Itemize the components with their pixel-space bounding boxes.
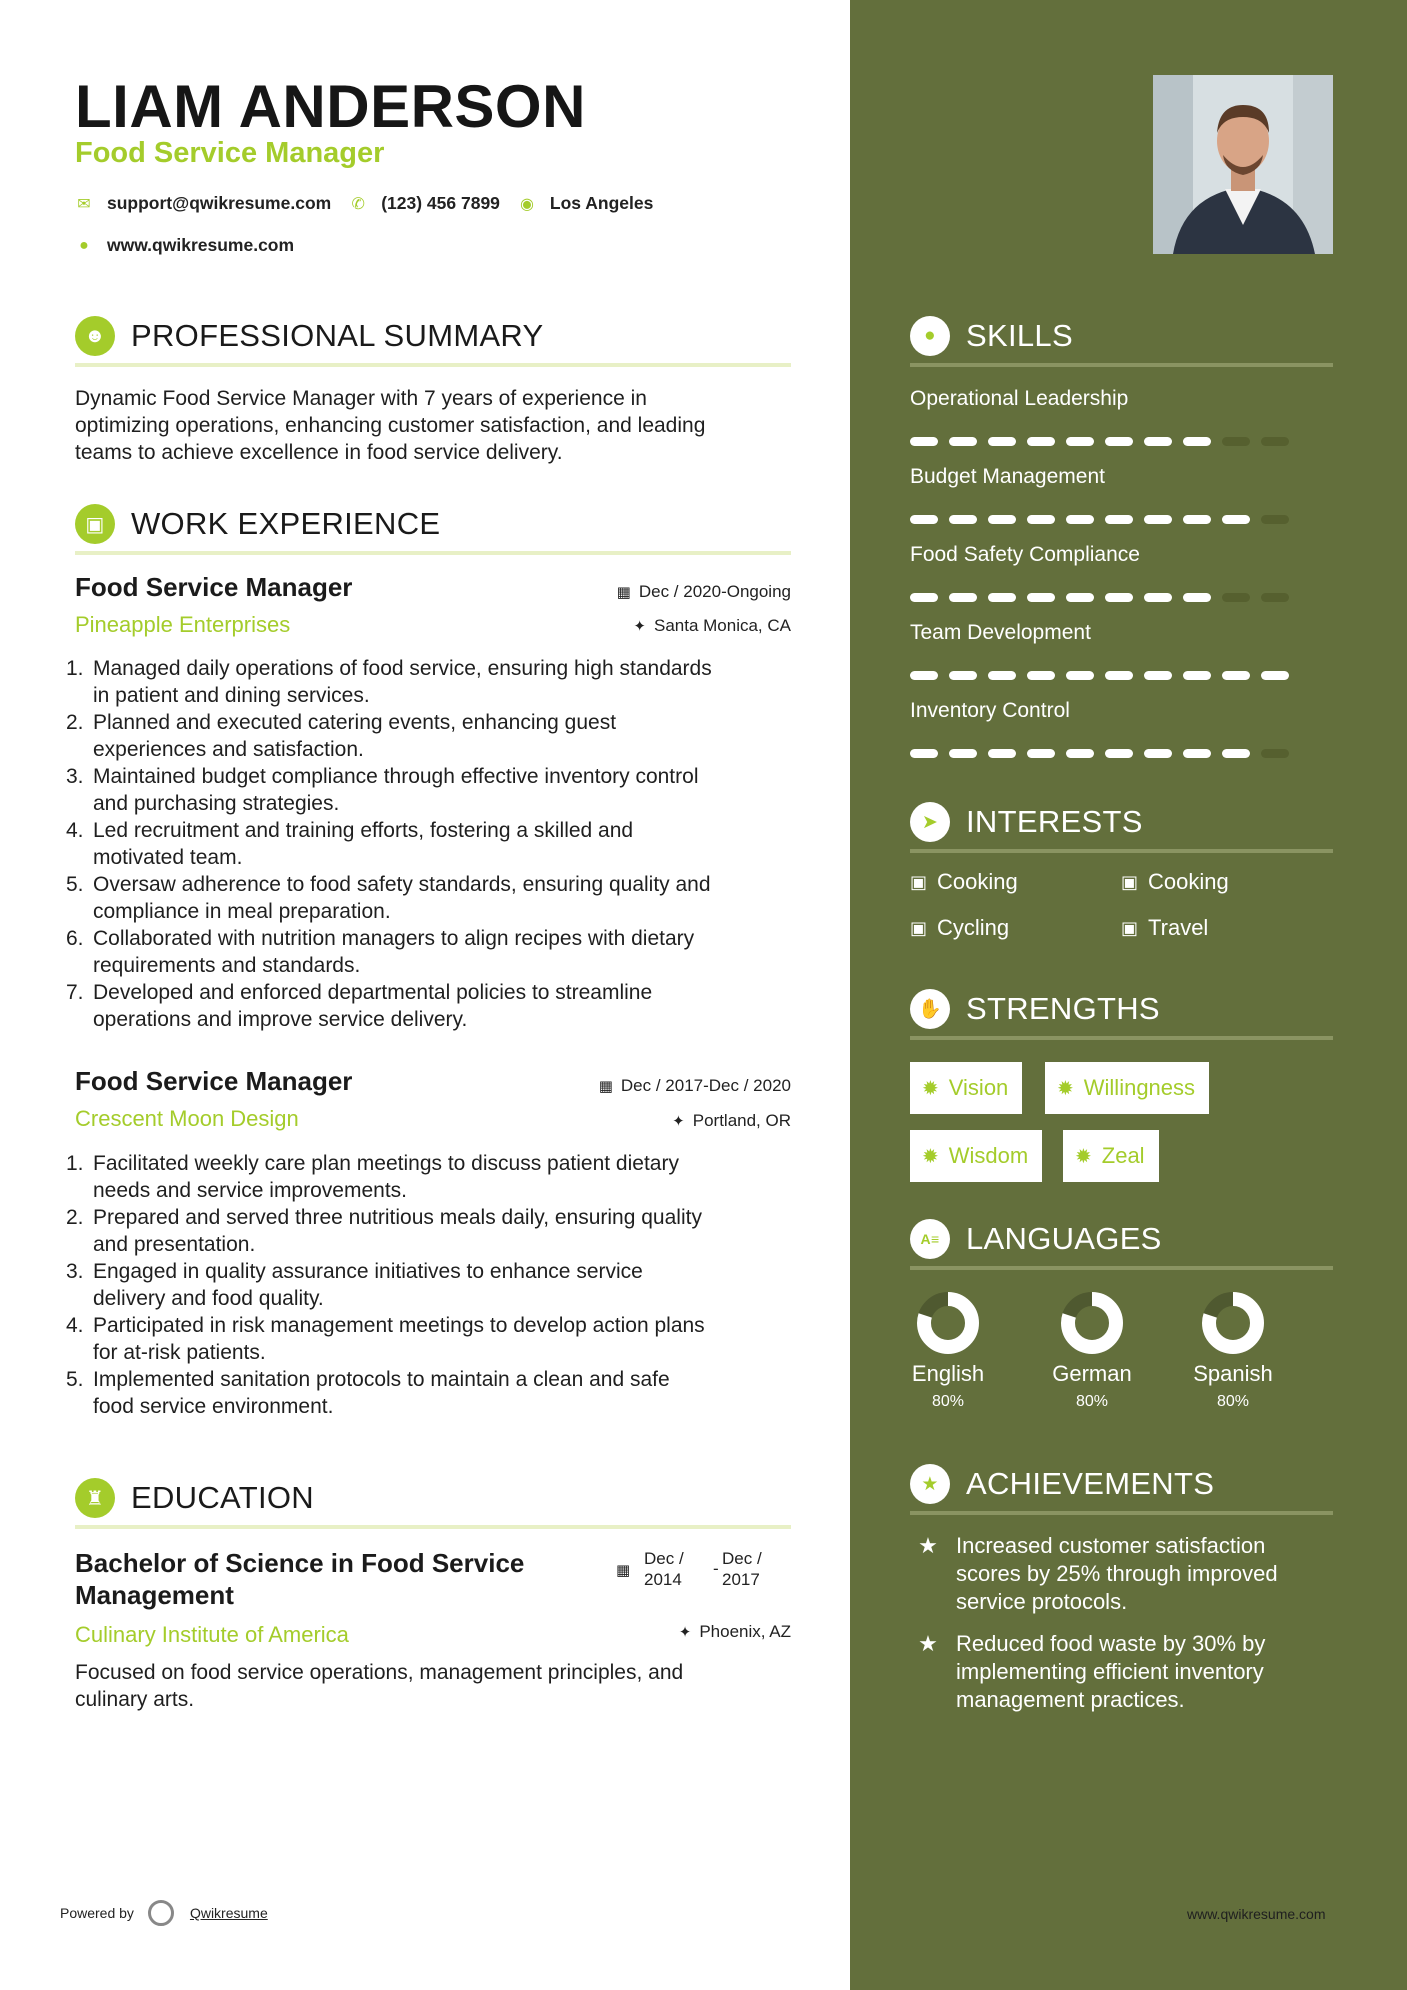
achievements-heading [910, 1464, 1214, 1504]
badge-icon: ✹ [1075, 1145, 1092, 1168]
language-icon: A≡ [910, 1219, 950, 1259]
badge-icon: ✹ [1057, 1077, 1074, 1100]
duty-line: Engaged in quality assurance initiatives to enhance service [93, 1260, 643, 1283]
duty-number: 4. [66, 819, 84, 842]
duty-item [66, 1204, 806, 1258]
experience-divider [75, 551, 791, 555]
powered-by [60, 1900, 268, 1926]
achievement-line: Reduced food waste by 30% by [956, 1631, 1266, 1656]
skill-dash [988, 593, 1016, 602]
interest-item [910, 915, 1009, 941]
badge-icon: ✹ [922, 1145, 939, 1168]
map-pin-icon: ◉ [519, 195, 534, 213]
skill-dash [988, 671, 1016, 680]
duty-line: Implemented sanitation protocols to maintain a clean and safe [93, 1368, 670, 1391]
skill-dash [1144, 437, 1172, 446]
skill-dash [1222, 593, 1250, 602]
duty-line: Collaborated with nutrition managers to align recipes with dietary [93, 927, 695, 950]
duty-number: 6. [66, 927, 84, 950]
duty-item [66, 655, 806, 709]
achievement-item [910, 1630, 1330, 1714]
calendar-icon: ▦ [616, 584, 631, 601]
strength-label: Vision [948, 1075, 1009, 1100]
edu-end-date [722, 1548, 762, 1590]
skill-dash [910, 437, 938, 446]
edu-date-line: 2017 [722, 1570, 760, 1589]
interest-label: Cooking [1148, 869, 1229, 894]
duty-item [66, 763, 806, 817]
skill-dash [988, 749, 1016, 758]
skill-name: Team Development [910, 621, 1091, 644]
skill-dash [910, 671, 938, 680]
language-donut [1200, 1290, 1266, 1356]
job-duties [66, 1150, 806, 1420]
skill-name: Operational Leadership [910, 387, 1129, 410]
skill-rating [910, 749, 1289, 758]
skill-dash [1066, 515, 1094, 524]
duty-line: experiences and satisfaction. [93, 738, 364, 761]
skill-dash [1261, 437, 1289, 446]
language-percent: 80% [1075, 1393, 1109, 1410]
calendar-icon: ▦ [616, 1562, 631, 1579]
skills-heading [910, 316, 1073, 356]
skill-dash [1261, 749, 1289, 758]
skill-dash [949, 437, 977, 446]
user-icon: ☻ [75, 316, 115, 356]
skill-dash [910, 749, 938, 758]
duty-item [66, 1150, 806, 1204]
achievements-divider [910, 1511, 1333, 1515]
lightbulb-icon: ● [910, 316, 950, 356]
languages-heading [910, 1219, 1162, 1259]
skill-dash [1222, 671, 1250, 680]
strengths-heading [910, 989, 1160, 1029]
language-donut [1059, 1290, 1125, 1356]
languages-title: LANGUAGES [966, 1221, 1162, 1256]
degree-line: Management [75, 1580, 234, 1610]
star-icon: ★ [918, 1533, 938, 1558]
skill-dash [1027, 749, 1055, 758]
job-duties [66, 655, 806, 1033]
duty-item [66, 871, 806, 925]
skill-dash [910, 593, 938, 602]
candidate-name: LIAM ANDERSON [75, 73, 586, 140]
summary-divider [75, 363, 791, 367]
skill-dash [949, 515, 977, 524]
duty-line: for at-risk patients. [93, 1341, 266, 1364]
duty-item [66, 817, 806, 871]
duty-line: motivated team. [93, 846, 243, 869]
job-date [599, 1076, 791, 1096]
skill-dash [1027, 593, 1055, 602]
graduation-icon: ♜ [75, 1478, 115, 1518]
language-donut [915, 1290, 981, 1356]
edu-desc-line: culinary arts. [75, 1688, 195, 1711]
duty-item [66, 1312, 806, 1366]
duty-line: in patient and dining services. [93, 684, 370, 707]
strengths-divider [910, 1036, 1333, 1040]
contact-location: Los Angeles [549, 193, 654, 213]
achievement-line: Increased customer satisfaction [956, 1533, 1266, 1558]
duty-line: operations and improve service delivery. [93, 1008, 468, 1031]
duty-line: compliance in meal preparation. [93, 900, 391, 923]
skill-name: Inventory Control [910, 699, 1070, 722]
edu-school: Culinary Institute of America [75, 1622, 349, 1647]
duty-number: 3. [66, 765, 84, 788]
summary-line: Dynamic Food Service Manager with 7 years of experience in [75, 387, 647, 410]
paper-plane-icon: ➤ [910, 802, 950, 842]
brand-link[interactable]: Qwikresume [189, 1905, 268, 1921]
skill-dash [1183, 749, 1211, 758]
skill-dash [988, 515, 1016, 524]
duty-number: 1. [66, 1152, 84, 1175]
duty-line: Participated in risk management meetings to develop action plans [93, 1314, 705, 1337]
interest-item [1121, 915, 1208, 941]
language-percent: 80% [931, 1393, 965, 1410]
language-name: Spanish [1193, 1361, 1273, 1386]
summary-text [75, 385, 805, 466]
skill-dash [949, 671, 977, 680]
strength-label: Wisdom [948, 1143, 1029, 1168]
skill-dash [1105, 515, 1133, 524]
duty-number: 2. [66, 1206, 84, 1229]
job-location-text: Santa Monica, CA [653, 616, 791, 635]
duty-number: 4. [66, 1314, 84, 1337]
skill-dash [1261, 515, 1289, 524]
duty-line: Prepared and served three nutritious meals daily, ensuring quality [93, 1206, 702, 1229]
duty-line: Developed and enforced departmental policies to streamline [93, 981, 653, 1004]
achievement-line: scores by 25% through improved [956, 1561, 1278, 1586]
job-date-text: Dec / 2017-Dec / 2020 [620, 1076, 791, 1095]
achievement-line: management practices. [956, 1687, 1185, 1712]
skill-dash [1066, 593, 1094, 602]
summary-title: PROFESSIONAL SUMMARY [131, 318, 544, 353]
skill-rating [910, 437, 1289, 446]
skill-dash [1222, 515, 1250, 524]
achievement-line: service protocols. [956, 1589, 1128, 1614]
interests-heading [910, 802, 1143, 842]
skills-divider [910, 363, 1333, 367]
duty-line: food service environment. [93, 1395, 334, 1418]
education-divider [75, 1525, 791, 1529]
strengths-title: STRENGTHS [966, 991, 1160, 1026]
job-title: Food Service Manager [75, 1066, 353, 1096]
duty-line: and purchasing strategies. [93, 792, 340, 815]
contact-website-row [75, 235, 294, 256]
briefcase-icon: ▣ [75, 504, 115, 544]
skill-dash [1027, 671, 1055, 680]
edu-description [75, 1659, 805, 1713]
experience-heading [75, 504, 440, 544]
interest-label: Travel [1148, 915, 1209, 940]
badge-icon: ✹ [922, 1077, 939, 1100]
skill-dash [1144, 671, 1172, 680]
skill-dash [988, 437, 1016, 446]
skill-dash [1066, 749, 1094, 758]
skill-dash [1027, 515, 1055, 524]
duty-line: Planned and executed catering events, enhancing guest [93, 711, 617, 734]
duty-line: needs and service improvements. [93, 1179, 407, 1202]
language-item [1032, 1290, 1152, 1411]
duty-item [66, 1258, 806, 1312]
globe-icon: ● [79, 236, 89, 254]
edu-date-dash: - [713, 1559, 719, 1578]
skill-dash [1105, 749, 1133, 758]
strength-tag [1063, 1130, 1159, 1182]
contact-website[interactable]: www.qwikresume.com [107, 235, 295, 255]
skill-name: Budget Management [910, 465, 1105, 488]
edu-start-date [644, 1548, 684, 1590]
interest-label: Cycling [937, 915, 1010, 940]
duty-number: 5. [66, 1368, 84, 1391]
strength-tag [910, 1130, 1042, 1182]
edu-location-text: Phoenix, AZ [699, 1622, 791, 1641]
duty-item [66, 1366, 806, 1420]
portrait-illustration [1153, 75, 1333, 254]
edu-desc-line: Focused on food service operations, management principles, and [75, 1661, 684, 1684]
languages-divider [910, 1266, 1333, 1270]
job-location [672, 1111, 791, 1131]
education-heading [75, 1478, 314, 1518]
footer-website[interactable]: www.qwikresume.com [1187, 1906, 1326, 1922]
skill-dash [1222, 749, 1250, 758]
skill-dash [949, 593, 977, 602]
duty-line: delivery and food quality. [93, 1287, 324, 1310]
strength-label: Willingness [1083, 1075, 1196, 1100]
skill-rating [910, 671, 1289, 680]
job-location-text: Portland, OR [692, 1111, 791, 1130]
achievement-line: implementing efficient inventory [956, 1659, 1264, 1684]
experience-title: WORK EXPERIENCE [131, 506, 441, 541]
language-percent: 80% [1216, 1393, 1250, 1410]
interest-item [910, 869, 1018, 895]
interests-title: INTERESTS [966, 804, 1143, 839]
summary-heading [75, 316, 544, 356]
edu-date-line: Dec / [722, 1549, 762, 1568]
skill-dash [1261, 671, 1289, 680]
edu-location [679, 1622, 791, 1642]
duty-number: 5. [66, 873, 84, 896]
degree-title [75, 1547, 524, 1611]
skill-dash [1105, 593, 1133, 602]
contact-row [75, 193, 653, 214]
qwikresume-logo-icon [148, 1900, 174, 1926]
book-icon: ▣ [1121, 917, 1139, 938]
skill-dash [1105, 437, 1133, 446]
duty-line: Facilitated weekly care plan meetings to discuss patient dietary [93, 1152, 679, 1175]
education-title: EDUCATION [131, 1480, 314, 1515]
contact-phone[interactable]: (123) 456 7899 [381, 193, 500, 213]
job-title: Food Service Manager [75, 572, 353, 602]
interests-divider [910, 849, 1333, 853]
edu-date-line: 2014 [644, 1570, 682, 1589]
fist-icon: ✋ [910, 989, 950, 1029]
skill-name: Food Safety Compliance [910, 543, 1140, 566]
book-icon: ▣ [1121, 871, 1139, 892]
language-name: English [911, 1361, 985, 1386]
star-icon: ★ [918, 1631, 938, 1656]
duty-number: 1. [66, 657, 84, 680]
job-company: Crescent Moon Design [75, 1106, 299, 1131]
duty-item [66, 709, 806, 763]
skill-dash [1183, 671, 1211, 680]
book-icon: ▣ [910, 871, 928, 892]
star-icon: ★ [910, 1464, 950, 1504]
duty-item [66, 979, 806, 1033]
book-icon: ▣ [910, 917, 928, 938]
skill-dash [1183, 515, 1211, 524]
language-item [888, 1290, 1008, 1411]
pin-icon: ✦ [633, 618, 646, 635]
job-location [633, 616, 791, 636]
skill-rating [910, 593, 1289, 602]
duty-number: 3. [66, 1260, 84, 1283]
duty-line: requirements and standards. [93, 954, 361, 977]
strength-label: Zeal [1101, 1143, 1145, 1168]
candidate-role: Food Service Manager [75, 137, 385, 169]
pin-icon: ✦ [678, 1624, 692, 1641]
job-date [617, 582, 791, 602]
degree-line: Bachelor of Science in Food Service [75, 1548, 525, 1578]
skill-dash [910, 515, 938, 524]
strength-tag [1045, 1062, 1209, 1114]
strength-tag [910, 1062, 1022, 1114]
duty-line: Managed daily operations of food service, ensuring high standards [93, 657, 712, 680]
skill-dash [1105, 671, 1133, 680]
job-date-text: Dec / 2020-Ongoing [638, 582, 791, 601]
summary-line: teams to achieve excellence in food service delivery. [75, 441, 563, 464]
job-company: Pineapple Enterprises [75, 612, 291, 637]
skill-dash [949, 749, 977, 758]
summary-line: optimizing operations, enhancing customer satisfaction, and leading [75, 414, 706, 437]
envelope-icon: ✉ [77, 195, 91, 213]
duty-line: and presentation. [93, 1233, 256, 1256]
skill-dash [1066, 671, 1094, 680]
skill-dash [1066, 437, 1094, 446]
duty-number: 7. [66, 981, 84, 1004]
achievement-item [910, 1532, 1330, 1616]
achievements-title: ACHIEVEMENTS [966, 1466, 1215, 1501]
duty-number: 2. [66, 711, 84, 734]
skill-rating [910, 515, 1289, 524]
skill-dash [1144, 593, 1172, 602]
skill-dash [1027, 437, 1055, 446]
powered-by-text: Powered by [60, 1905, 134, 1921]
skill-dash [1144, 515, 1172, 524]
language-item [1173, 1290, 1293, 1411]
skill-dash [1222, 437, 1250, 446]
skills-title: SKILLS [966, 318, 1073, 353]
pin-icon: ✦ [672, 1113, 685, 1130]
language-name: German [1052, 1361, 1132, 1386]
skill-dash [1183, 437, 1211, 446]
skill-dash [1144, 749, 1172, 758]
skill-dash [1261, 593, 1289, 602]
skill-dash [1183, 593, 1211, 602]
profile-photo [1153, 75, 1333, 254]
interest-item [1121, 869, 1229, 895]
edu-date-line: Dec / [644, 1549, 684, 1568]
duty-item [66, 925, 806, 979]
phone-icon: ✆ [351, 195, 365, 213]
contact-email[interactable]: support@qwikresume.com [107, 193, 332, 213]
duty-line: Oversaw adherence to food safety standards, ensuring quality and [93, 873, 711, 896]
duty-line: Led recruitment and training efforts, fostering a skilled and [93, 819, 634, 842]
duty-line: Maintained budget compliance through effective inventory control [93, 765, 699, 788]
interest-label: Cooking [937, 869, 1018, 894]
calendar-icon: ▦ [598, 1078, 613, 1095]
